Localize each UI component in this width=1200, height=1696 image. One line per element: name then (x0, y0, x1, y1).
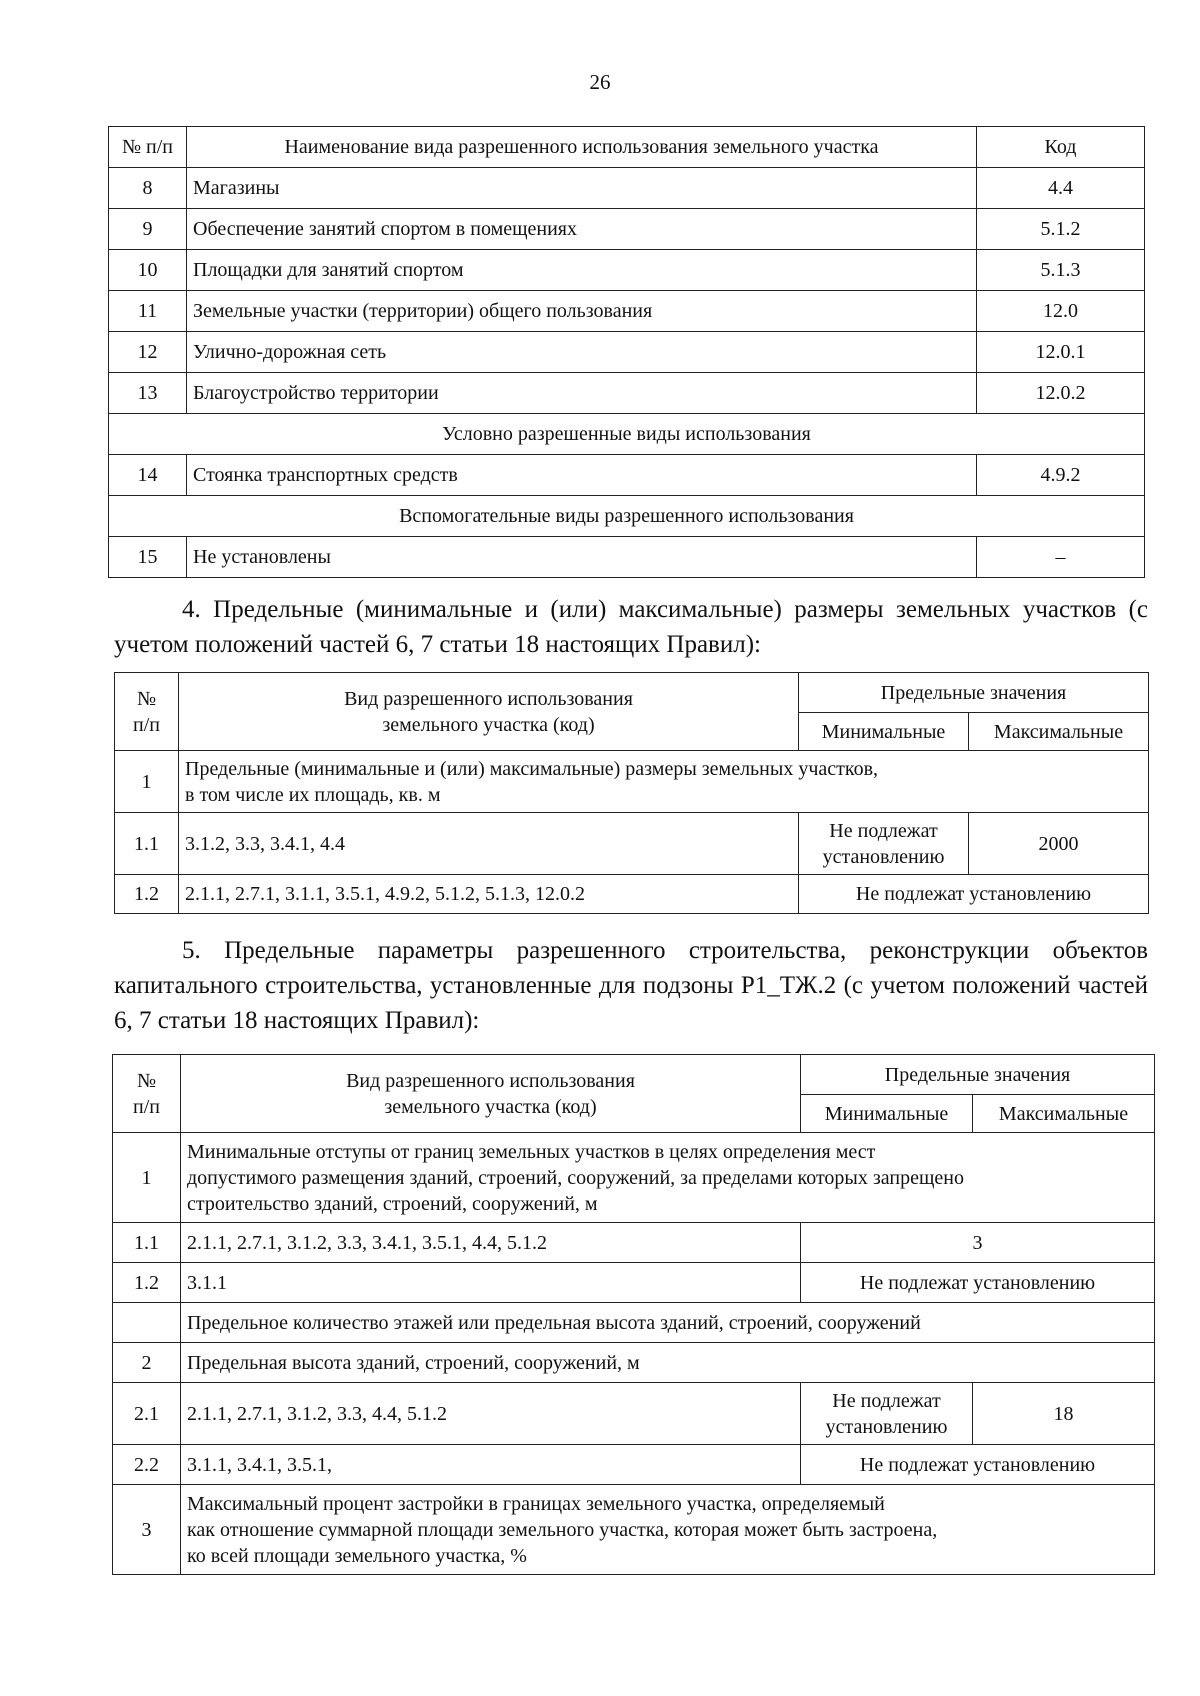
row-max: 2000 (969, 813, 1149, 875)
row-codes: 3.1.1 (181, 1263, 801, 1303)
paragraph-4 (114, 592, 1148, 662)
row-num: 1 (115, 751, 179, 813)
row-min-line1: Не подлежат (832, 1389, 941, 1412)
table-row (109, 332, 1145, 373)
header-limits: Предельные значения (799, 673, 1149, 713)
header-code: Код (977, 127, 1145, 168)
header-num-line1: № (136, 1069, 157, 1092)
row-num: 13 (109, 373, 187, 414)
table-header-row (113, 1055, 1155, 1095)
row-code: 4.9.2 (977, 455, 1145, 496)
row-value: 3 (801, 1223, 1155, 1263)
row-text-line2: допустимого размещения зданий, строений, сооружений, за пределами которых запрещено (187, 1166, 964, 1189)
row-codes: 2.1.1, 2.7.1, 3.1.2, 3.3, 3.4.1, 3.5.1, 4.4, 5.1.2 (181, 1223, 801, 1263)
row-text-line2: как отношение суммарной площади земельного участка, которая может быть застроена, (187, 1518, 938, 1541)
row-text (179, 751, 1149, 813)
table-header-row (109, 127, 1145, 168)
row-min (801, 1383, 973, 1445)
table-row (109, 168, 1145, 209)
row-num: 3 (113, 1485, 181, 1575)
section-row-conditional (109, 414, 1145, 455)
row-text-line1: Минимальные отступы от границ земельных участков в целях определения мест (187, 1140, 876, 1163)
row-name: Не установлены (187, 537, 977, 578)
row-code: 12.0.1 (977, 332, 1145, 373)
header-kind-line2: земельного участка (код) (384, 1095, 597, 1118)
header-limits: Предельные значения (801, 1055, 1155, 1095)
table-header-row (115, 673, 1149, 713)
header-kind-line1: Вид разрешенного использования (344, 687, 633, 710)
row-code: 12.0 (977, 291, 1145, 332)
table-row (109, 455, 1145, 496)
header-max: Максимальные (969, 713, 1149, 751)
header-min: Минимальные (801, 1095, 973, 1133)
row-num: 12 (109, 332, 187, 373)
row-code: 5.1.3 (977, 250, 1145, 291)
row-text: Предельное количество этажей или предельная высота зданий, строений, сооружений (181, 1303, 1155, 1343)
paragraph-5 (114, 933, 1148, 1038)
table-row (115, 751, 1149, 813)
row-text-line1: Предельные (минимальные и (или) максимальные) размеры земельных участков, (185, 757, 879, 780)
row-num: 1.2 (115, 875, 179, 914)
row-name: Благоустройство территории (187, 373, 977, 414)
row-text-line3: строительство зданий, строений, сооружений, м (187, 1192, 598, 1215)
table-row (113, 1133, 1155, 1223)
row-code: 4.4 (977, 168, 1145, 209)
paragraph-5-text: Предельные параметры разрешенного строительства, реконструкции объектов капитального строительства, установленные для подзоны Р1_ТЖ.2 (с учетом положений частей 6, 7 статьи 18 настоящих Правил): (114, 937, 1148, 1034)
row-min (799, 813, 969, 875)
row-value: Не подлежат установлению (801, 1445, 1155, 1485)
table-row (109, 250, 1145, 291)
plot-size-limits-table (114, 672, 1149, 914)
table-row (109, 209, 1145, 250)
table-row (109, 537, 1145, 578)
row-num (113, 1303, 181, 1343)
table-row (113, 1303, 1155, 1343)
row-num: 15 (109, 537, 187, 578)
row-num: 14 (109, 455, 187, 496)
row-codes: 2.1.1, 2.7.1, 3.1.2, 3.3, 4.4, 5.1.2 (181, 1383, 801, 1445)
row-codes: 2.1.1, 2.7.1, 3.1.1, 3.5.1, 4.9.2, 5.1.2, 5.1.3, 12.0.2 (179, 875, 799, 914)
row-text-line3: ко всей площади земельного участка, % (187, 1544, 527, 1567)
header-min: Минимальные (799, 713, 969, 751)
header-num: № п/п (109, 127, 187, 168)
row-num: 2 (113, 1343, 181, 1383)
table-row (113, 1485, 1155, 1575)
permitted-use-table (108, 126, 1145, 578)
row-name: Магазины (187, 168, 977, 209)
row-value: Не подлежат установлению (801, 1263, 1155, 1303)
table-row (113, 1383, 1155, 1445)
row-num: 2.2 (113, 1445, 181, 1485)
row-num: 1.2 (113, 1263, 181, 1303)
table-row (115, 813, 1149, 875)
row-min-line2: установлению (822, 845, 945, 868)
header-num (113, 1055, 181, 1133)
row-text-line2: в том числе их площадь, кв. м (185, 783, 441, 806)
table-row (109, 373, 1145, 414)
section-title: Условно разрешенные виды использования (109, 414, 1145, 455)
row-codes: 3.1.2, 3.3, 3.4.1, 4.4 (179, 813, 799, 875)
paragraph-4-text: Предельные (минимальные и (или) максимальные) размеры земельных участков (с учетом положений частей 6, 7 статьи 18 настоящих Правил): (114, 596, 1149, 658)
header-num (115, 673, 179, 751)
table-row (113, 1343, 1155, 1383)
section-title: Вспомогательные виды разрешенного использования (109, 496, 1145, 537)
section-row-auxiliary (109, 496, 1145, 537)
row-num: 10 (109, 250, 187, 291)
row-code: 5.1.2 (977, 209, 1145, 250)
row-text-line1: Максимальный процент застройки в границах земельного участка, определяемый (187, 1492, 885, 1515)
header-num-line1: № (136, 687, 157, 710)
row-name: Стоянка транспортных средств (187, 455, 977, 496)
header-kind-line1: Вид разрешенного использования (346, 1069, 635, 1092)
row-num: 9 (109, 209, 187, 250)
table-row (113, 1263, 1155, 1303)
header-num-line2: п/п (133, 713, 160, 736)
paragraph-5-number: 5. (182, 937, 201, 964)
row-name: Улично-дорожная сеть (187, 332, 977, 373)
row-num: 1 (113, 1133, 181, 1223)
table-row (109, 291, 1145, 332)
header-kind-line2: земельного участка (код) (382, 713, 595, 736)
header-kind (181, 1055, 801, 1133)
row-min-line2: установлению (825, 1415, 948, 1438)
row-value: Не подлежат установлению (799, 875, 1149, 914)
row-text (181, 1133, 1155, 1223)
table-row (113, 1445, 1155, 1485)
row-max: 18 (973, 1383, 1155, 1445)
row-text (181, 1485, 1155, 1575)
row-num: 8 (109, 168, 187, 209)
row-num: 11 (109, 291, 187, 332)
row-num: 1.1 (113, 1223, 181, 1263)
table-row (113, 1223, 1155, 1263)
row-text: Предельная высота зданий, строений, сооружений, м (181, 1343, 1155, 1383)
row-min-line1: Не подлежат (829, 819, 938, 842)
row-codes: 3.1.1, 3.4.1, 3.5.1, (181, 1445, 801, 1485)
row-num: 1.1 (115, 813, 179, 875)
page-number: 26 (589, 70, 611, 94)
paragraph-4-number: 4. (182, 596, 201, 623)
header-num-line2: п/п (133, 1095, 160, 1118)
row-name: Земельные участки (территории) общего пользования (187, 291, 977, 332)
row-name: Обеспечение занятий спортом в помещениях (187, 209, 977, 250)
header-kind (179, 673, 799, 751)
header-name: Наименование вида разрешенного использования земельного участка (187, 127, 977, 168)
row-num: 2.1 (113, 1383, 181, 1445)
row-code: 12.0.2 (977, 373, 1145, 414)
header-max: Максимальные (973, 1095, 1155, 1133)
row-name: Площадки для занятий спортом (187, 250, 977, 291)
row-code: – (977, 537, 1145, 578)
table-row (115, 875, 1149, 914)
construction-limits-table (112, 1054, 1155, 1575)
